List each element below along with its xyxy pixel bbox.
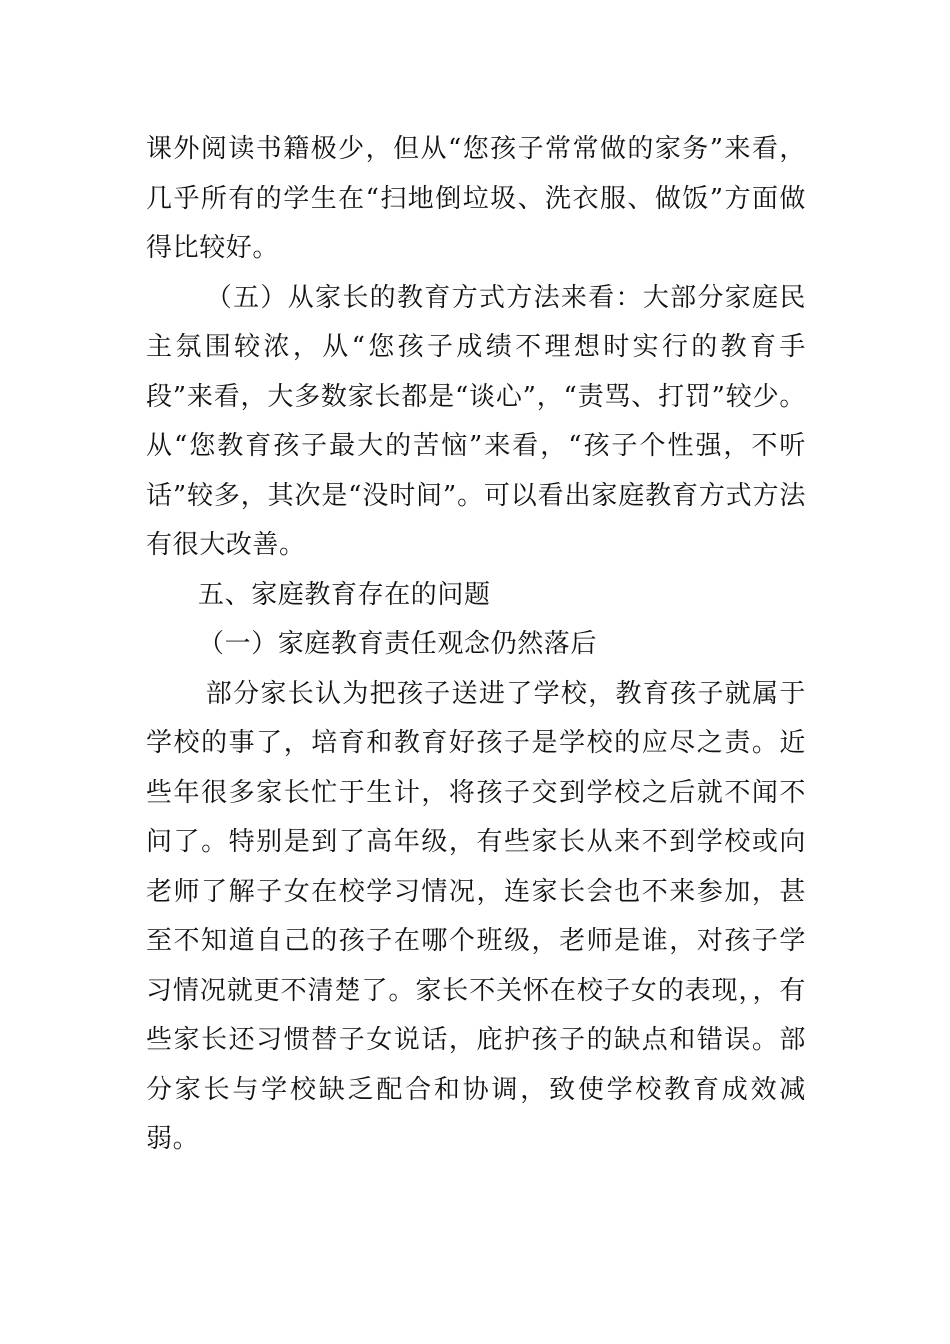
paragraph-continuation: 课外阅读书籍极少，但从“您孩子常常做的家务”来看，几乎所有的学生在“扫地倒垃圾、洗衣服、做饭”方面做得比较好。 — [146, 134, 806, 263]
subsection-heading: （一）家庭教育责任观念仍然落后 — [198, 629, 598, 659]
paragraph-responsibility: 部分家长认为把孩子送进了学校，教育孩子就属于学校的事了，培育和教育好孩子是学校的应尽之责。近些年很多家长忙于生计，将孩子交到学校之后就不闻不问了。特别是到了高年级，有些家长从来不到学校或向老师了解子女在校学习情况，连家长会也不来参加，甚至不知道自己的孩子在哪个班级，老师是谁，对孩子学习情况就更不清楚了。家长不关怀在校子女的表现，，有些家长还习惯替子女说话，庇护孩子的缺点和错误。部分家长与学校缺乏配合和协调，致使学校教育成效减弱。 — [146, 678, 806, 1154]
paragraph-parenting-methods: （五）从家长的教育方式方法来看：大部分家庭民主氛围较浓，从“您孩子成绩不理想时实行的教育手段”来看，大多数家长都是“谈心”，“责骂、打罚”较少。从“您教育孩子最大的苦恼”来看，“孩子个性强，不听话”较多，其次是“没时间”。可以看出家庭教育方式方法有很大改善。 — [146, 282, 806, 560]
section-heading: 五、家庭教育存在的问题 — [198, 579, 491, 610]
document-body — [146, 125, 806, 1165]
